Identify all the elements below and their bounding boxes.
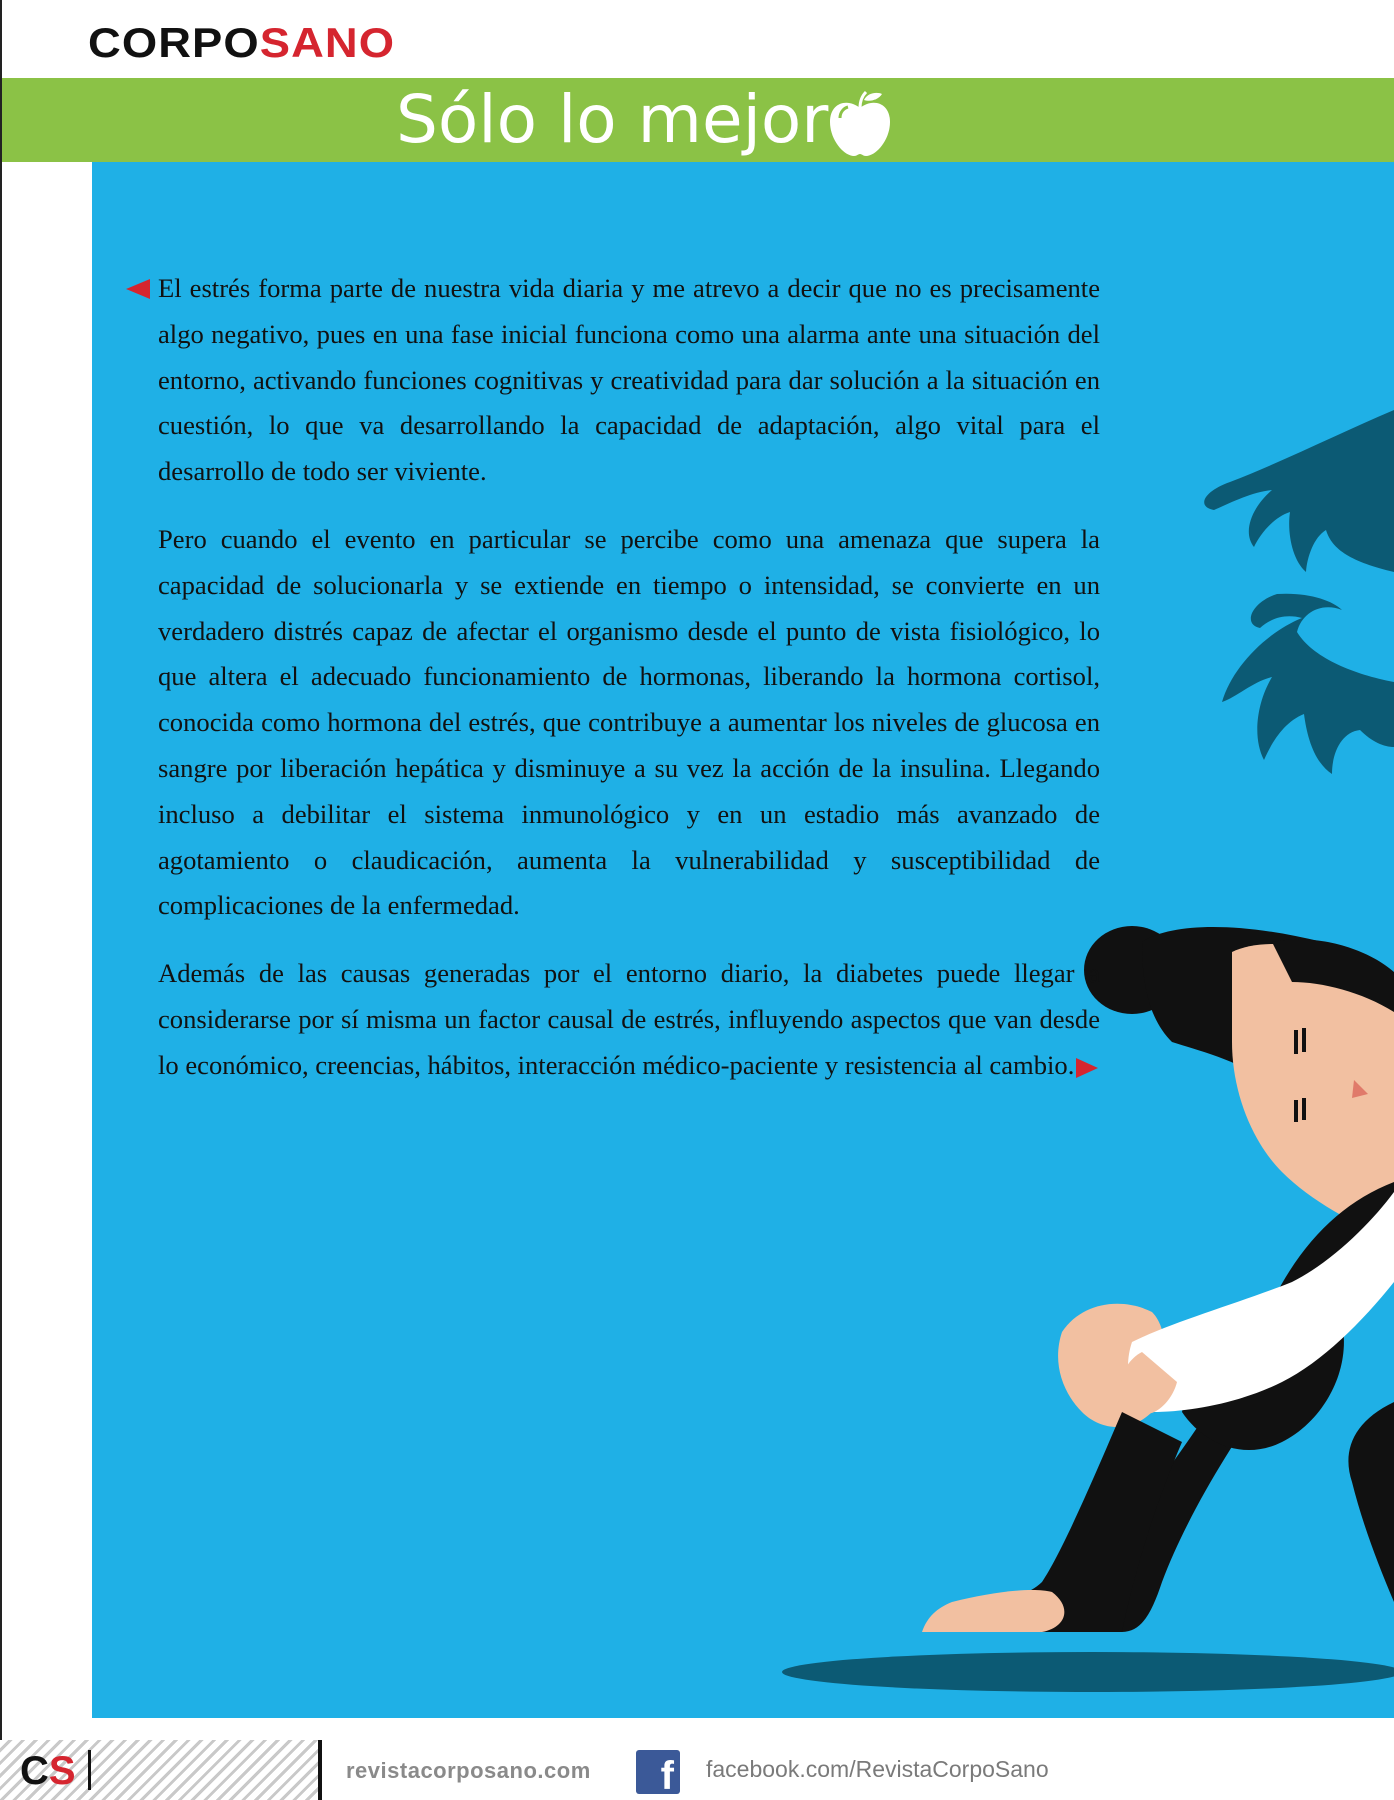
article-paragraph-3-text: Además de las causas generadas por el entorno diario, la diabetes puede llegar a considerarse por sí misma un factor causal de estrés, influyendo aspectos que van desde lo económico, creencias, hábitos, interacción médico-paciente y resistencia al cambio. (158, 958, 1100, 1080)
shadow-hand-lower (1222, 594, 1394, 774)
website-link[interactable]: revistacorposano.com (346, 1758, 591, 1783)
page-edge-rule (0, 0, 2, 1800)
shadow-hand-upper (1204, 410, 1394, 572)
floor-shadow (782, 1652, 1394, 1692)
cs-logo-s: S (48, 1749, 76, 1793)
paragraph-start-marker (126, 279, 150, 299)
page-footer (0, 1740, 1394, 1800)
cs-logo (20, 1750, 76, 1792)
logo-text-corpo: CORPO (88, 19, 260, 66)
article-body (158, 266, 1100, 1111)
corposano-logo (88, 20, 395, 66)
logo-text-sano: SANO (259, 19, 396, 66)
paragraph-end-marker (1076, 1058, 1098, 1078)
apple-icon (826, 88, 894, 158)
facebook-icon[interactable]: f (636, 1750, 680, 1794)
article-paragraph-3 (158, 951, 1100, 1088)
facebook-link[interactable]: facebook.com/RevistaCorpoSano (706, 1756, 1049, 1782)
section-title: Sólo lo mejor (396, 81, 829, 158)
cs-logo-c: C (20, 1749, 49, 1793)
article-paragraph-1: El estrés forma parte de nuestra vida diaria y me atrevo a decir que no es precisamente algo negativo, pues en una fase inicial funciona como una alarma ante una situación del entorno, activando funciones cognitivas y creatividad para dar solución a la situación en cuestión, lo que va desarrollando la capacidad de adaptación, algo vital para el desarrollo de todo ser viviente. (158, 273, 1100, 487)
logo-divider (88, 1750, 91, 1790)
footer-divider (318, 1740, 322, 1800)
article-paragraph-2: Pero cuando el evento en particular se percibe como una amenaza que supera la capacidad de solucionarla y se extiende en tiempo o intensidad, se convierte en un verdadero distrés capaz de afectar el organismo desde el punto de vista fisiológico, lo que altera el adecuado funcionamiento de hormonas, liberando la hormona cortisol, conocida como hormona del estrés, que contribuye a aumentar los niveles de glucosa en sangre por liberación hepática y disminuye a su vez la acción de la insulina. Llegando incluso a debilitar el sistema inmunológico y en un estadio más avanzado de agotamiento o claudicación, aumenta la vulnerabilidad y susceptibilidad de complicaciones de la enfermedad. (158, 523, 1100, 921)
